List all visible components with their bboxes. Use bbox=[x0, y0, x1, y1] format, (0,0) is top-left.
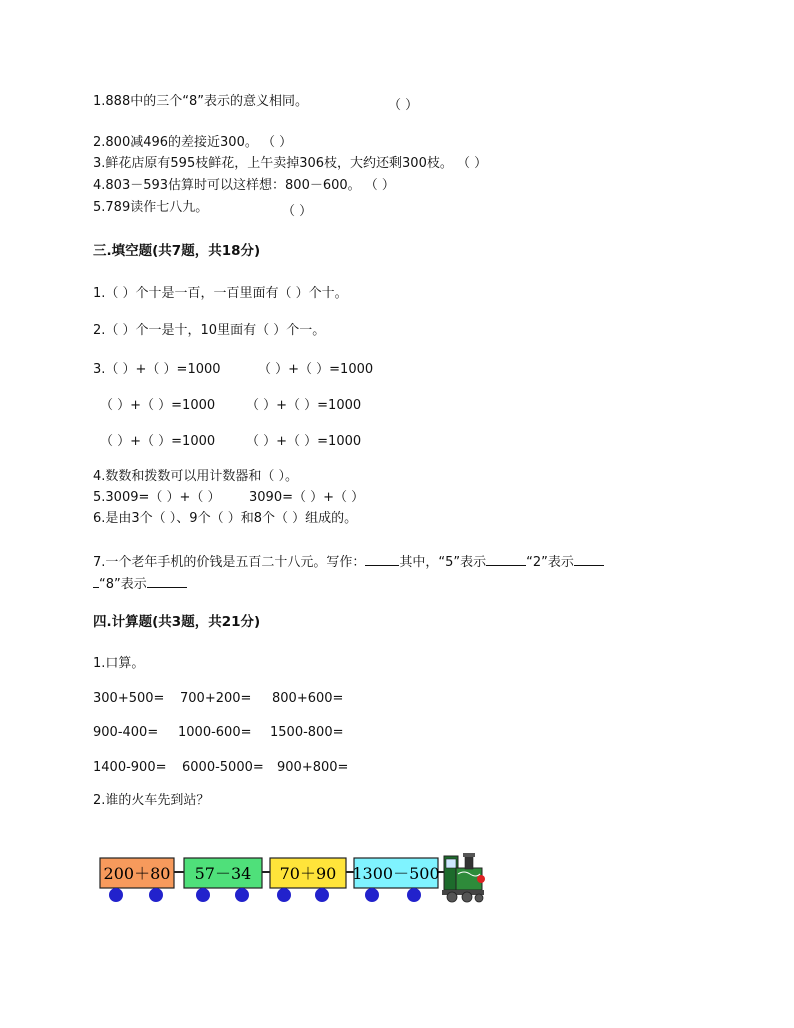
fill-q3-row1-right: （ ）+（ ）=1000 bbox=[258, 362, 374, 377]
fill-q1: 1.（ ）个十是一百，一百里面有（ ）个十。 bbox=[93, 286, 348, 301]
judge-q1 bbox=[93, 94, 308, 110]
answer-blank[interactable] bbox=[365, 553, 399, 566]
fill-q7-prompt: 7.一个老年手机的价钱是五百二十八元。写作： bbox=[93, 555, 366, 570]
judge-q1-text: 1.888中的三个“8”表示的意义相同。 bbox=[93, 94, 308, 109]
section-fill-heading: 三.填空题(共7题，共18分) bbox=[93, 243, 261, 259]
judge-q5 bbox=[93, 200, 208, 216]
calc-row1-col3: 800+600= bbox=[272, 691, 344, 706]
fill-q3-row3-left: （ ）+（ ）=1000 bbox=[100, 434, 216, 449]
calc-row3-col2: 6000-5000= bbox=[182, 760, 264, 775]
judge-q3: 3.鲜花店原有595枝鲜花，上午卖掉306枝，大约还剩300枝。 （ ） bbox=[93, 156, 488, 171]
judge-q5-text: 5.789读作七八九。 bbox=[93, 200, 209, 215]
fill-q5-left: 5.3009=（ ）+（ ） bbox=[93, 490, 221, 505]
train-illustration bbox=[96, 850, 491, 906]
locomotive-icon bbox=[442, 853, 485, 902]
wheel-icon bbox=[315, 888, 329, 902]
wheel-icon bbox=[407, 888, 421, 902]
fill-q2: 2.（ ）个一是十，10里面有（ ）个一。 bbox=[93, 323, 326, 338]
fill-q7-part-8: “8”表示 bbox=[99, 577, 147, 592]
wheel-icon bbox=[277, 888, 291, 902]
section-calc-heading: 四.计算题(共3题，共21分) bbox=[93, 614, 261, 630]
calc-row1-col2: 700+200= bbox=[180, 691, 252, 706]
fill-q7-line1 bbox=[93, 553, 604, 571]
fill-q7-line2 bbox=[93, 575, 187, 593]
calc-q2-title: 2.谁的火车先到站？ bbox=[93, 793, 210, 808]
fill-q4: 4.数数和拨数可以用计数器和（ ）。 bbox=[93, 469, 299, 484]
calc-row2-col1: 900-400= bbox=[93, 725, 159, 740]
judge-q2: 2.800减496的差接近300。 （ ） bbox=[93, 135, 293, 150]
train-car-3-label: 70＋90 bbox=[279, 864, 337, 883]
fill-q3-row1-left: 3.（ ）+（ ）=1000 bbox=[93, 362, 221, 377]
fill-q6: 6.是由3个（ ）、9个（ ）和8个（ ）组成的。 bbox=[93, 511, 358, 526]
answer-blank[interactable] bbox=[147, 575, 187, 588]
answer-blank[interactable] bbox=[486, 553, 526, 566]
judge-q5-answer-paren: （ ） bbox=[282, 204, 313, 219]
train-car-1-label: 200＋80 bbox=[103, 864, 171, 883]
judge-q4: 4.803－593估算时可以这样想：800－600。 （ ） bbox=[93, 178, 395, 193]
wheel-icon bbox=[196, 888, 210, 902]
calc-row3-col3: 900+800= bbox=[277, 760, 349, 775]
fill-q5-right: 3090=（ ）+（ ） bbox=[249, 490, 365, 505]
calc-q1-title: 1.口算。 bbox=[93, 656, 145, 671]
calc-row1-col1: 300+500= bbox=[93, 691, 165, 706]
calc-row2-col2: 1000-600= bbox=[178, 725, 252, 740]
fill-q3-row3-right: （ ）+（ ）=1000 bbox=[246, 434, 362, 449]
wheel-icon bbox=[149, 888, 163, 902]
fill-q3-row2-right: （ ）+（ ）=1000 bbox=[246, 398, 362, 413]
calc-row2-col3: 1500-800= bbox=[270, 725, 344, 740]
fill-q3-row2-left: （ ）+（ ）=1000 bbox=[100, 398, 216, 413]
fill-q7-part-5: 其中，“5”表示 bbox=[399, 555, 487, 570]
wheel-icon bbox=[109, 888, 123, 902]
judge-q1-answer-paren: （ ） bbox=[388, 98, 419, 113]
wheel-icon bbox=[365, 888, 379, 902]
wheel-icon bbox=[235, 888, 249, 902]
fill-q7-part-2: “2”表示 bbox=[526, 555, 574, 570]
answer-blank[interactable] bbox=[574, 553, 604, 566]
calc-row3-col1: 1400-900= bbox=[93, 760, 167, 775]
train-car-2-label: 57－34 bbox=[194, 864, 252, 883]
train-car-4-label: 1300－500 bbox=[352, 864, 440, 883]
